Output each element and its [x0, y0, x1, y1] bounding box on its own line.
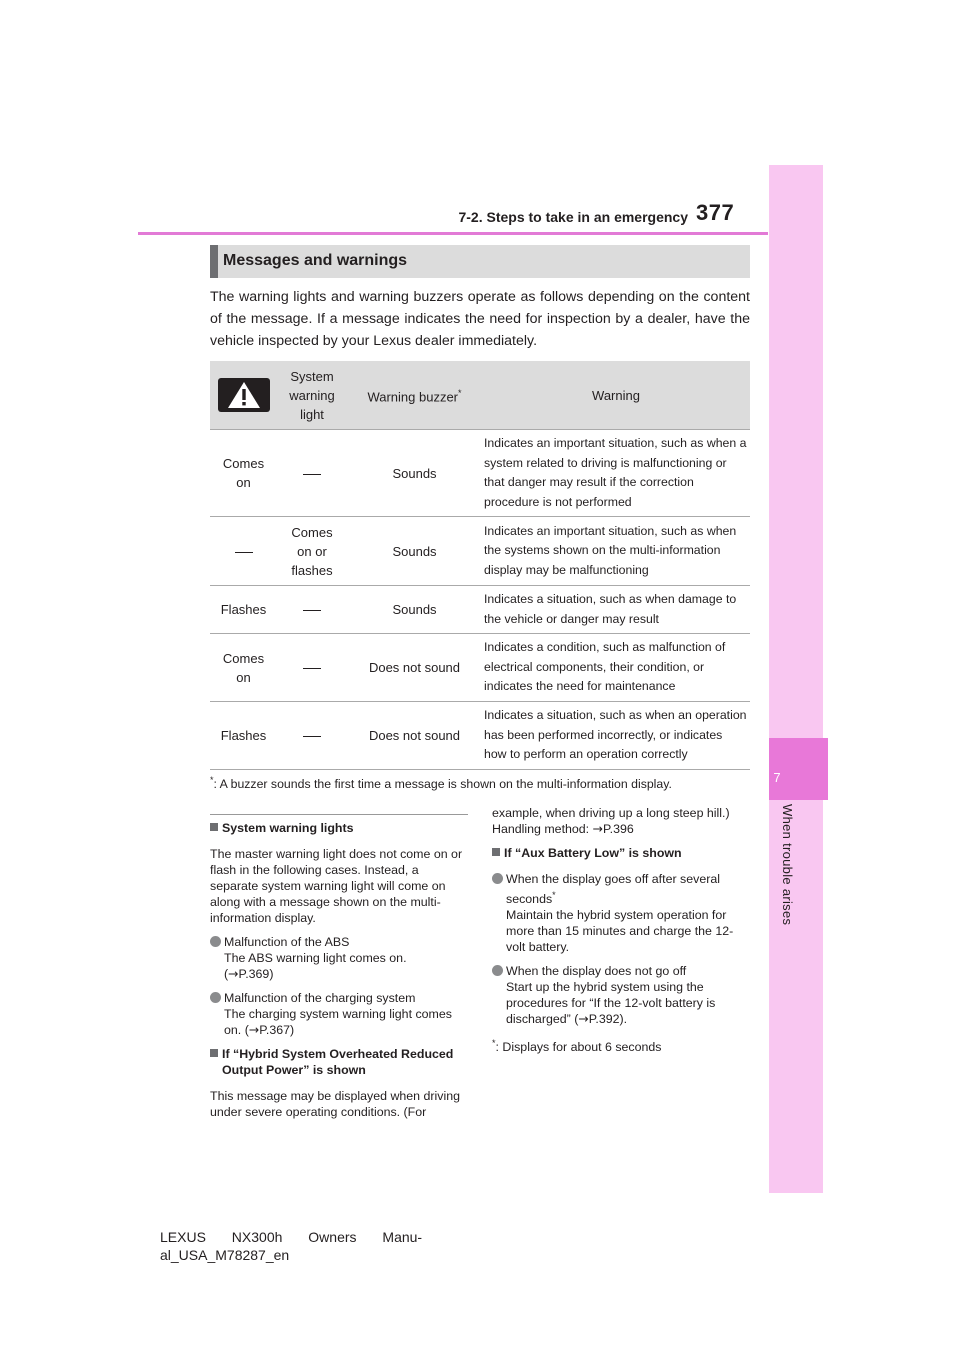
footnote-text: : A buzzer sounds the first time a message is shown on the multi-information display. — [213, 777, 672, 792]
master-cell — [210, 702, 277, 770]
header-line: light — [300, 406, 324, 422]
cell-line: Flashes — [220, 602, 267, 617]
buzzer-header — [347, 361, 482, 430]
document-id-line: LEXUS NX300h Owners Manu- — [160, 1229, 423, 1245]
warning-cell: Indicates a situation, such as when an operation has been performed incorrectly, or indicates how to perform an operation correctly — [482, 702, 750, 770]
bullet-text: Start up the hybrid system using the procedures for “If the 12-volt battery is discharged” — [506, 980, 716, 1027]
paragraph: This message may be displayed when driving under severe operating conditions. (For — [210, 1089, 461, 1119]
table-row — [210, 634, 750, 702]
subheading — [210, 1046, 468, 1078]
cell-line: on — [236, 669, 251, 685]
messages-table — [210, 361, 750, 770]
square-bullet-icon — [210, 823, 218, 831]
circle-bullet-icon — [492, 873, 503, 884]
master-cell — [210, 586, 277, 634]
bullet-text: The ABS warning light comes on. — [224, 951, 407, 965]
buzzer-cell: Sounds — [347, 586, 482, 634]
master-cell — [210, 634, 277, 702]
bullet-title: When the display goes off after several seconds — [506, 872, 720, 907]
warning-header: Warning — [482, 361, 750, 430]
heading-accent-bar — [210, 245, 218, 278]
header-rule — [138, 232, 768, 235]
page-ref-link[interactable]: P.392 — [588, 1012, 620, 1027]
table-row — [210, 586, 750, 634]
master-cell — [210, 430, 277, 517]
right-footnote — [492, 1035, 750, 1055]
buzzer-header-text: Warning buzzer — [367, 389, 459, 405]
bullet-text: Maintain the hybrid system operation for more than 15 minutes and charge the 12-volt battery. — [506, 908, 734, 955]
warning-cell: Indicates an important situation, such as when a system related to driving is malfunctioning or that danger may result if the correction procedure is not performed — [482, 430, 750, 517]
section-heading-text: Messages and warnings — [223, 252, 408, 269]
cell-line: Comes — [222, 456, 265, 471]
dash — [303, 610, 321, 611]
buzzer-cell: Sounds — [347, 517, 482, 586]
warning-cell: Indicates a situation, such as when damage to the vehicle or danger may result — [482, 586, 750, 634]
dash — [303, 474, 321, 475]
master-light-header — [210, 361, 277, 430]
page-ref-link[interactable]: P.396 — [602, 822, 634, 836]
footnote-mark: * — [458, 387, 462, 398]
intro-paragraph: The warning lights and warning buzzers operate as follows depending on the content of the message. If a message indicates the need for inspection by a dealer, have the vehicle inspected by your Lexus dealer immediately. — [210, 289, 750, 349]
header-line: System — [290, 368, 334, 384]
table-row — [210, 517, 750, 586]
section-heading — [210, 245, 750, 278]
bullet-title: Malfunction of the ABS — [224, 935, 350, 949]
system-cell — [277, 430, 347, 517]
footnote-text: : Displays for about 6 seconds — [495, 1040, 662, 1055]
buzzer-cell: Does not sound — [347, 634, 482, 702]
cell-line: on or — [297, 543, 327, 559]
footnote-mark: * — [552, 890, 556, 900]
subheading-text: If “Hybrid System Overheated Reduced Output Power” is shown — [222, 1047, 454, 1077]
right-column — [492, 805, 750, 1055]
system-light-header — [277, 361, 347, 430]
system-cell — [277, 634, 347, 702]
chapter-title: When trouble arises — [780, 804, 795, 926]
cell-line: Flashes — [220, 728, 267, 743]
cell-line: flashes — [291, 562, 333, 578]
circle-bullet-icon — [210, 992, 221, 1003]
table-row — [210, 430, 750, 517]
warning-cell: Indicates an important situation, such as when the systems shown on the multi-information display may be malfunctioning — [482, 517, 750, 586]
dash — [303, 736, 321, 737]
bullet-title: When the display does not go off — [506, 964, 687, 979]
list-item — [492, 871, 750, 955]
buzzer-cell: Does not sound — [347, 702, 482, 770]
buzzer-cell: Sounds — [347, 430, 482, 517]
cell-line: Comes — [222, 650, 265, 666]
header-line: warning — [289, 387, 335, 403]
page-number: 377 — [696, 200, 735, 225]
subheading-text: If “Aux Battery Low” is shown — [504, 846, 682, 860]
cell-line: on — [236, 475, 251, 490]
dash — [303, 668, 321, 669]
paragraph: The master warning light does not come on or flash in the following cases. Instead, a separate system warning light will come on along with a message shown on the multi-information display. — [210, 847, 463, 925]
footnote-mark: * — [210, 775, 214, 785]
page-reference[interactable]: (→P.392). — [574, 1011, 628, 1027]
system-cell — [277, 517, 347, 586]
paragraph-continued: example, when driving up a long steep hill.) — [492, 806, 730, 820]
cell-line: Comes — [291, 524, 333, 540]
system-cell — [277, 586, 347, 634]
chapter-side-strip — [769, 165, 823, 1193]
circle-bullet-icon — [492, 965, 503, 976]
section-title: 7-2. Steps to take in an emergency — [458, 209, 688, 225]
list-item — [210, 990, 468, 1038]
square-bullet-icon — [492, 848, 500, 856]
page-reference[interactable]: (→P.369) — [224, 966, 274, 981]
chapter-tab[interactable] — [769, 738, 828, 800]
footnote-mark: * — [492, 1038, 496, 1049]
circle-bullet-icon — [210, 936, 221, 947]
bullet-title: Malfunction of the charging system — [224, 991, 416, 1005]
chapter-number: 7 — [773, 770, 781, 785]
document-id-line: al_USA_M78287_en — [160, 1247, 290, 1263]
dash — [235, 552, 253, 553]
column-divider — [210, 814, 468, 815]
warning-cell: Indicates a condition, such as malfunction of electrical components, their condition, or indicates the need for maintenance — [482, 634, 750, 702]
handling-label: Handling method: — [492, 822, 590, 836]
table-header-row — [210, 361, 750, 430]
page-ref-link[interactable]: P.367 — [259, 1023, 291, 1037]
table-row — [210, 702, 750, 770]
square-bullet-icon — [210, 1049, 218, 1057]
system-cell — [277, 702, 347, 770]
list-item — [210, 934, 468, 982]
bullet-text: The charging system warning light comes on. — [224, 1007, 452, 1037]
handling-line: Handling method: →P.396 — [492, 821, 634, 836]
subheading-text: System warning lights — [222, 821, 354, 835]
page-ref-link[interactable]: P.369 — [238, 967, 270, 981]
page-reference[interactable]: (→P.367) — [244, 1022, 295, 1037]
warning-triangle-icon — [218, 378, 270, 412]
list-item — [492, 963, 750, 1027]
master-cell — [210, 517, 277, 586]
subheading — [210, 820, 468, 836]
document-id — [160, 1228, 450, 1264]
subheading — [492, 845, 750, 861]
left-column — [210, 820, 468, 1128]
table-footnote — [210, 775, 770, 791]
